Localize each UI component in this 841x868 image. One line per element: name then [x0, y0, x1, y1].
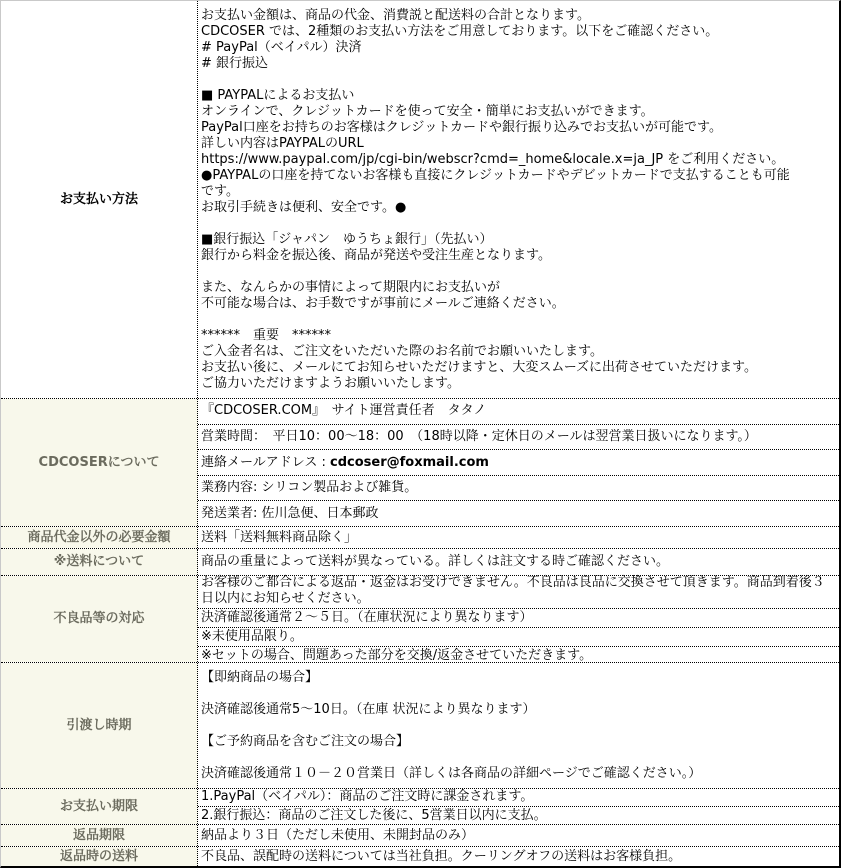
text-line: 営業時間： 平日10：00～18：00 （18時以降・定休日のメールは翌営業日扱いになります。）	[201, 428, 757, 444]
content-block	[198, 1, 839, 398]
text-line: 不可能な場合は、お手数ですが事前にメールご連絡ください。	[201, 295, 565, 311]
text-line	[201, 718, 836, 734]
text-line: お支払い後に、メールにてお知らせいただけますと、大変スムーズに出荷させていただけます。	[201, 359, 758, 375]
content-block	[198, 663, 839, 788]
row-content-about-cdcoser	[198, 399, 839, 526]
text-line: 【ご予約商品を含むご注文の場合】	[201, 733, 410, 749]
text-line: 不良品、誤配時の送料については当社負担。クーリングオフの送料はお客様負担。	[201, 848, 682, 864]
table-row-payment-deadline	[1, 788, 839, 824]
content-block	[198, 847, 839, 866]
text-line: 発送業者: 佐川急便、日本郵政	[201, 505, 379, 521]
text-line: ご協力いただけますようお願いいたします。	[201, 375, 460, 391]
row-label-about-cdcoser: CDCOSERについて	[1, 399, 198, 526]
row-label-extra-fees: 商品代金以外の必要金額	[1, 527, 198, 548]
text-line: PayPal口座をお持ちのお客様はクレジットカードや銀行振り込みでお支払いが可能です。	[201, 119, 722, 135]
text-line: オンラインで、クレジットカードを使って安全・簡単にお支払いができます。	[201, 103, 654, 119]
content-block	[198, 527, 839, 548]
text-line: ※未使用品限り。	[201, 628, 303, 644]
table-row-return-shipping-cost	[1, 846, 839, 866]
text-line: また、なんらかの事情によって期限内にお支払いが	[201, 279, 501, 295]
text-line: ■銀行振込「ジャパン ゆうちょ銀行」（先払い）	[201, 231, 493, 247]
table-row-defective-items	[1, 575, 839, 662]
content-block	[198, 608, 839, 627]
text-line: 決済確認後通常１０－２０営業日（詳しくは各商品の詳細ページでご確認ください。）	[201, 765, 702, 781]
content-block	[198, 574, 839, 608]
content-block	[198, 399, 839, 424]
table-row-about-cdcoser	[1, 398, 839, 526]
text-line: 決済確認後通常5～10日。（在庫 状況により異なります）	[201, 701, 536, 717]
content-block	[198, 549, 839, 575]
text-line	[201, 72, 836, 88]
text-line: CDCOSER では、2種類のお支払い方法をご用意しております。以下をご確認ください。	[201, 23, 719, 39]
row-label-payment-deadline: お支払い期限	[1, 789, 198, 824]
text-line: 決済確認後通常２～５日。（在庫状況により異なります）	[201, 609, 533, 625]
text-line: 納品より３日（ただし未使用、未開封品のみ）	[201, 827, 475, 843]
text-line: 送料「送料無料商品除く」	[201, 529, 358, 545]
text-line	[201, 750, 836, 766]
text-line: ●PAYPALの口座を持てないお客様も直接にクレジットカードやデビットカードで支払することも可能	[201, 167, 790, 183]
text-line: 『CDCOSER.COM』 サイト運営責任者 タタノ	[201, 403, 487, 419]
row-label-payment-method: お支払い方法	[1, 1, 198, 398]
row-content-return-shipping-cost	[198, 847, 839, 866]
row-content-payment-method	[198, 1, 839, 398]
table-row-return-deadline	[1, 824, 839, 846]
content-block	[198, 825, 839, 846]
table-row-payment-method	[1, 1, 839, 398]
text-line: ■ PAYPALによるお支払い	[201, 87, 355, 103]
text-line: 商品の重量によって送料が異なっている。詳しくは註文する時ご確認ください。	[201, 554, 670, 569]
text-line: 銀行から料金を振込後、商品が発送や受注生産となります。	[201, 247, 551, 263]
content-block	[198, 788, 839, 806]
row-content-return-deadline	[198, 825, 839, 846]
content-block	[198, 627, 839, 646]
text-line: ※セットの場合、問題あった部分を交換/返金させていただきます。	[201, 647, 593, 663]
text-line: ****** 重要 ******	[201, 327, 332, 343]
content-block	[198, 475, 839, 501]
table-row-about-shipping-fee	[1, 548, 839, 575]
text-line: 【即納商品の場合】	[201, 669, 319, 685]
row-label-defective-items: 不良品等の対応	[1, 576, 198, 662]
text-line	[201, 264, 836, 280]
text-line	[201, 455, 836, 471]
text-line	[201, 686, 836, 702]
content-block	[198, 500, 839, 526]
row-label-about-shipping-fee: ※送料について	[1, 549, 198, 575]
text-line: です。	[201, 183, 239, 199]
content-block	[198, 806, 839, 825]
row-content-extra-fees	[198, 527, 839, 548]
text-line: お支払い金額は、商品の代金、消費説と配送料の合計となります。	[201, 7, 590, 23]
text-line: 詳しい内容はPAYPALのURL	[201, 135, 364, 151]
text-line: 1.PayPal（ベイパル）：商品のご注文時に課金されます。	[201, 789, 534, 805]
email-label: 連絡メールアドレス :	[201, 454, 330, 470]
row-label-return-deadline: 返品期限	[1, 825, 198, 846]
row-content-delivery-time	[198, 663, 839, 788]
text-line: https://www.paypal.com/jp/cgi-bin/webscr?cmd=_home&locale.x=ja_JP をご利用ください。	[201, 151, 785, 167]
content-block	[198, 424, 839, 450]
row-label-delivery-time: 引渡し時期	[1, 663, 198, 788]
email-address: cdcoser@foxmail.com	[330, 454, 489, 470]
text-line	[201, 216, 836, 232]
row-content-about-shipping-fee	[198, 549, 839, 575]
row-label-return-shipping-cost: 返品時の送料	[1, 847, 198, 866]
table-row-delivery-time	[1, 662, 839, 788]
content-block	[198, 449, 839, 475]
table-row-extra-fees	[1, 526, 839, 548]
text-line: # 銀行振込	[201, 55, 269, 71]
row-content-defective-items	[198, 576, 839, 662]
text-line: お客様のご都合による返品・返金はお受けできません。不良品は良品に交換させて頂きます。商品到着後３日以内にお知らせください。	[201, 574, 825, 606]
text-line: # PayPal（ベイパル）決済	[201, 39, 362, 55]
text-line: 2.銀行振込：商品のご注文した後に、5営業日以内に支払。	[201, 808, 547, 824]
row-content-payment-deadline	[198, 789, 839, 824]
text-line: お取引手続きは便利、安全です。●	[201, 199, 407, 215]
text-line: ご入金者名は、ご注文をいただいた際のお名前でお願いいたします。	[201, 343, 603, 359]
text-line: 業務内容: シリコン製品および雑貨。	[201, 480, 418, 496]
text-line	[201, 312, 836, 328]
